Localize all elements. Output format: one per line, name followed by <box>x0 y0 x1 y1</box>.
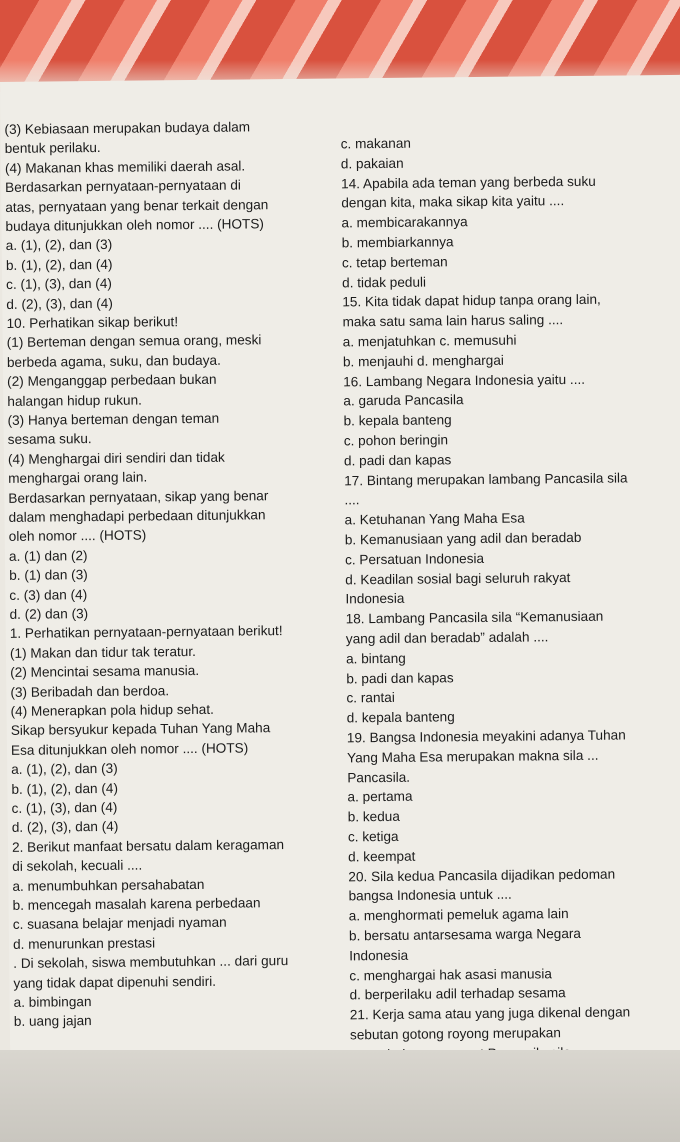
right-text-line: c. menghargai hak asasi manusia <box>349 965 552 983</box>
right-text-line: .... <box>344 492 360 508</box>
left-text-line: sesama suku. <box>7 431 92 448</box>
right-text-line: 17. Bintang merupakan lambang Pancasila sila <box>344 470 628 489</box>
left-text-line: Berdasarkan pernyataan-pernyataan di <box>5 177 241 196</box>
left-text-line: (4) Menghargai diri sendiri dan tidak <box>7 449 225 467</box>
left-text-line: bentuk perilaku. <box>4 140 101 157</box>
left-text-line: 10. Perhatikan sikap berikut! <box>6 314 179 331</box>
left-text-line: 2. Berikut manfaat bersatu dalam keragaman <box>11 836 285 855</box>
right-text-line: b. kedua <box>347 809 400 825</box>
right-text-line: b. kepala banteng <box>343 412 452 429</box>
left-text-line: dalam menghadapi perbedaan ditunjukkan <box>8 507 266 525</box>
right-text-line: b. Kemanusiaan yang adil dan beradab <box>344 529 582 548</box>
right-text-line: 21. Kerja sama atau yang juga dikenal dengan <box>349 1004 631 1023</box>
left-text-line: a. (1), (2), dan (3) <box>5 237 113 254</box>
right-text-line: 16. Lambang Negara Indonesia yaitu .... <box>343 371 586 390</box>
left-text-line: halangan hidup rukun. <box>7 392 142 409</box>
right-text-line: 14. Apabila ada teman yang berbeda suku <box>341 173 596 192</box>
left-text-line: c. (1), (3), dan (4) <box>11 799 118 816</box>
left-text-line: yang tidak dapat dipenuhi sendiri. <box>13 973 217 991</box>
left-text-line: (3) Kebiasaan merupakan budaya dalam <box>4 119 251 137</box>
left-text-line: oleh nomor .... (HOTS) <box>8 527 147 545</box>
right-text-line: c. pohon beringin <box>343 432 449 449</box>
left-text-line: d. (2) dan (3) <box>9 606 89 622</box>
right-text-line: a. Ketuhanan Yang Maha Esa <box>344 510 525 528</box>
left-text-line: berbeda agama, suku, dan budaya. <box>6 352 221 370</box>
right-text-line: d. Keadilan sosial bagi seluruh rakyat <box>345 569 571 588</box>
left-text-line: c. suasana belajar menjadi nyaman <box>12 915 227 933</box>
right-text-line: d. berperilaku adil terhadap sesama <box>349 985 566 1003</box>
left-text-line: b. mencegah masalah karena perbedaan <box>12 895 261 913</box>
left-text-line: b. (1) dan (3) <box>9 567 88 584</box>
right-text-line: Indonesia <box>349 947 409 964</box>
left-text-line: b. (1), (2), dan (4) <box>5 256 113 273</box>
right-text-line: c. rantai <box>346 690 395 706</box>
textbook-page <box>0 75 680 1142</box>
left-text-line: Esa ditunjukkan oleh nomor .... (HOTS) <box>10 740 249 758</box>
right-text-line: d. tidak peduli <box>342 274 427 291</box>
left-text-line: b. (1), (2), dan (4) <box>11 780 119 797</box>
right-text-line: Pancasila. <box>347 769 411 785</box>
right-text-line: d. padi dan kapas <box>343 452 452 469</box>
right-text-line: c. Persatuan Indonesia <box>344 550 485 568</box>
left-text-line: Berdasarkan pernyataan, sikap yang benar <box>8 487 269 506</box>
left-text-line: (1) Berteman dengan semua orang, meski <box>6 332 262 351</box>
left-text-line: atas, pernyataan yang benar terkait dengan <box>5 196 269 215</box>
right-text-line: a. bintang <box>345 650 406 667</box>
right-text-line: dengan kita, maka sikap kita yaitu .... <box>341 193 565 211</box>
left-text-line: (3) Beribadah dan berdoa. <box>10 682 170 700</box>
left-text-line: d. (2), (3), dan (4) <box>11 819 119 836</box>
right-text-line: c. ketiga <box>347 828 399 845</box>
left-text-line: a. bimbingan <box>13 994 92 1010</box>
right-text-line: b. padi dan kapas <box>346 669 454 686</box>
page-bottom-shadow <box>0 1050 680 1142</box>
left-text-line: budaya ditunjukkan oleh nomor .... (HOTS) <box>5 216 264 234</box>
left-text-line: b. uang jajan <box>13 1013 92 1030</box>
right-text-line: a. menghormati pemeluk agama lain <box>348 906 569 924</box>
right-text-line: a. pertama <box>347 789 413 805</box>
right-text-line: a. garuda Pancasila <box>343 392 464 409</box>
left-text-line: d. menurunkan prestasi <box>12 935 156 952</box>
left-text-line: . Di sekolah, siswa membutuhkan ... dari guru <box>13 953 289 972</box>
right-text-line: b. bersatu antarsesama warga Negara <box>348 925 582 944</box>
right-text-line: d. kepala banteng <box>346 709 455 726</box>
left-text-line: di sekolah, kecuali .... <box>12 857 143 875</box>
left-text-line: c. (3) dan (4) <box>9 586 88 603</box>
right-text-line: c. makanan <box>340 135 412 152</box>
right-text-line: a. membicarakannya <box>341 214 468 231</box>
right-text-line: 15. Kita tidak dapat hidup tanpa orang lain, <box>342 292 601 310</box>
right-text-line: Indonesia <box>345 591 405 607</box>
right-text-line: 19. Bangsa Indonesia meyakini adanya Tuhan <box>346 727 626 746</box>
left-text-line: c. (1), (3), dan (4) <box>6 276 112 293</box>
right-text-line: sebutan gotong royong merupakan <box>349 1025 561 1043</box>
left-text-line: 1. Perhatikan pernyataan-pernyataan berikut! <box>9 623 283 642</box>
right-text-line: 18. Lambang Pancasila sila “Kemanusiaan <box>345 608 604 627</box>
left-text-line: (4) Makanan khas memiliki daerah asal. <box>4 158 246 176</box>
left-text-line: (1) Makan dan tidur tak teratur. <box>9 643 196 661</box>
right-text-line: maka satu sama lain harus saling .... <box>342 312 564 330</box>
left-text-line: d. (2), (3), dan (4) <box>6 295 113 312</box>
right-text-line: b. membiarkannya <box>341 234 454 251</box>
left-text-line: a. (1), (2), dan (3) <box>11 760 118 778</box>
right-text-line: b. menjauhi d. menghargai <box>342 352 504 370</box>
left-text-line: (2) Menganggap perbedaan bukan <box>7 371 217 390</box>
right-text-line: yang adil dan beradab” adalah .... <box>345 629 549 647</box>
left-text-line: (4) Menerapkan pola hidup sehat. <box>10 701 214 719</box>
right-text-line: c. tetap berteman <box>341 254 448 271</box>
left-text-line: a. menumbuhkan persahabatan <box>12 876 205 894</box>
left-text-line: menghargai orang lain. <box>8 469 148 487</box>
right-text-line: bangsa Indonesia untuk .... <box>348 887 512 904</box>
right-text-line: d. keempat <box>348 848 416 865</box>
left-text-line: (2) Mencintai sesama manusia. <box>10 663 200 681</box>
right-text-line: a. menjatuhkan c. memusuhi <box>342 332 517 350</box>
left-text-line: a. (1) dan (2) <box>8 547 88 564</box>
left-text-line: Sikap bersyukur kepada Tuhan Yang Maha <box>10 720 271 739</box>
right-text-line: d. pakaian <box>340 155 404 172</box>
right-text-line: Yang Maha Esa merupakan makna sila ... <box>347 747 599 766</box>
right-text-line: 20. Sila kedua Pancasila dijadikan pedoman <box>348 866 616 884</box>
left-text-line: (3) Hanya berteman dengan teman <box>7 410 220 428</box>
